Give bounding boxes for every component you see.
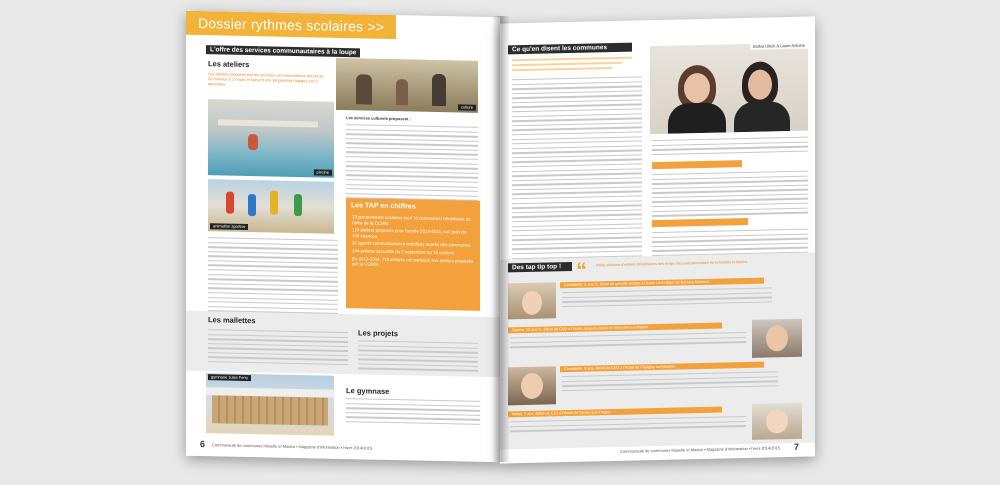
testimonial-1-text [562, 287, 772, 310]
tap-item-3: 32 agents communautaires mobilisés auprès des communes. [352, 240, 472, 249]
subheading-bar-2 [652, 218, 748, 227]
right-page-number: 7 [794, 441, 800, 452]
mallettes-text [208, 329, 348, 369]
tap-stats-title: Les TAP en chiffres [351, 202, 416, 211]
tap-item-5: En 2013-2014, 718 enfants ont participé aux ateliers proposés par la CCMM. [352, 255, 474, 267]
intro-highlight-2 [512, 62, 622, 66]
tap-item-4: 244 enfants accueillis du 2 septembre au 16 octobre. [352, 248, 456, 256]
left-page [186, 11, 500, 463]
culture-caption: culture [458, 104, 476, 110]
gymnase-photo [206, 373, 334, 436]
communes-text-col1 [512, 76, 642, 267]
subheading-bar-1 [652, 160, 742, 169]
services-culturels-text [346, 124, 478, 205]
tap-item-2: 119 ateliers proposés pour l'année 2014-2015, soit près de 700 séances. [352, 227, 467, 239]
right-footer: Communauté de communes Moselle et Madon • Magazine d'information • hiver 2014/2015 [620, 445, 781, 454]
banner-title: Dossier rythmes scolaires >> [198, 14, 385, 35]
right-page [500, 16, 815, 463]
quote-mark-icon: “ [576, 257, 587, 283]
projets-heading: Les projets [358, 328, 399, 339]
testimonial-3-photo [508, 366, 556, 405]
testimonial-1-photo [508, 282, 556, 319]
intro-highlight [512, 57, 632, 62]
testimonial-2-photo [752, 319, 802, 358]
interview-photo [650, 43, 808, 135]
ateliers-body-text [208, 237, 338, 322]
interview-caption: Kathia Ulrich & Laure Antoine [750, 43, 808, 50]
left-footer: Communauté de communes Moselle et Madon • Magazine d'information • hiver 2014/2015 [212, 442, 373, 451]
sport-photo [208, 179, 334, 234]
dossier-banner [186, 11, 396, 39]
testimonial-4-photo [752, 403, 802, 440]
culture-photo [336, 58, 478, 113]
testimonial-4-text [510, 416, 746, 435]
testimonial-4-name: Nolan, 7 ans, élève de CE1 à l'école de Sexey-aux-Forges [508, 407, 722, 418]
ateliers-heading: Les ateliers [208, 59, 250, 70]
piscine-caption: piscine [314, 169, 332, 175]
testimonial-3-text [562, 371, 778, 394]
testimonial-2-name: Solenn, 10 ans ½, élève de CM2 à l'école Jacques-Callot de Bainville-sur-Madon [508, 323, 722, 334]
section-title: L'offre des services communautaires à la loupe [206, 45, 360, 57]
mallettes-band [186, 311, 500, 378]
intro-highlight-3 [512, 67, 612, 71]
ateliers-intro: Les ateliers proposés par les services communautaires durent de 30 minutes à 1 heure et suivent une progression logique sur 6 semaines. [208, 71, 324, 87]
gymnase-heading: Le gymnase [346, 386, 390, 396]
sport-caption: animation sportive [210, 223, 248, 230]
services-culturels-label: Les services culturels proposent : [346, 115, 411, 122]
communes-text-col2 [652, 137, 808, 159]
piscine-photo [208, 99, 334, 178]
communes-section-title: Ce qu'en disent les communes [508, 43, 632, 55]
testimonial-2-text [510, 332, 746, 351]
left-page-number: 6 [200, 439, 206, 450]
tap-item-1: 13 groupements scolaires (soit 16 communes) bénéficient de l'offre de la CCMM. [352, 214, 471, 226]
tap-section-title: Des tap tip top ! [508, 262, 572, 272]
gymnase-text [346, 398, 480, 428]
mallettes-heading: Les mallettes [208, 315, 256, 326]
gymnase-caption: gymnase Jules Ferry [208, 374, 251, 381]
tap-stats-box [346, 198, 480, 311]
testimonial-1-name: Constantin, 5 ans ½, élève de grande section à l'école Léon Blum de Neuves-Maisons [560, 278, 764, 289]
projets-text [358, 340, 478, 375]
tap-tip-top-band [500, 252, 815, 449]
magazine-spine [492, 16, 510, 462]
quote-lead: Petite sélection d'enfants bénéficiaires des temps d'accueil périscolaire de la Moselle et Madon. [596, 259, 748, 268]
testimonial-3-name: Constantin, 8 ans, élève de CM2 à l'école de Flavigny-sur-Moselle [560, 362, 764, 373]
communes-text-col2b [652, 171, 808, 220]
